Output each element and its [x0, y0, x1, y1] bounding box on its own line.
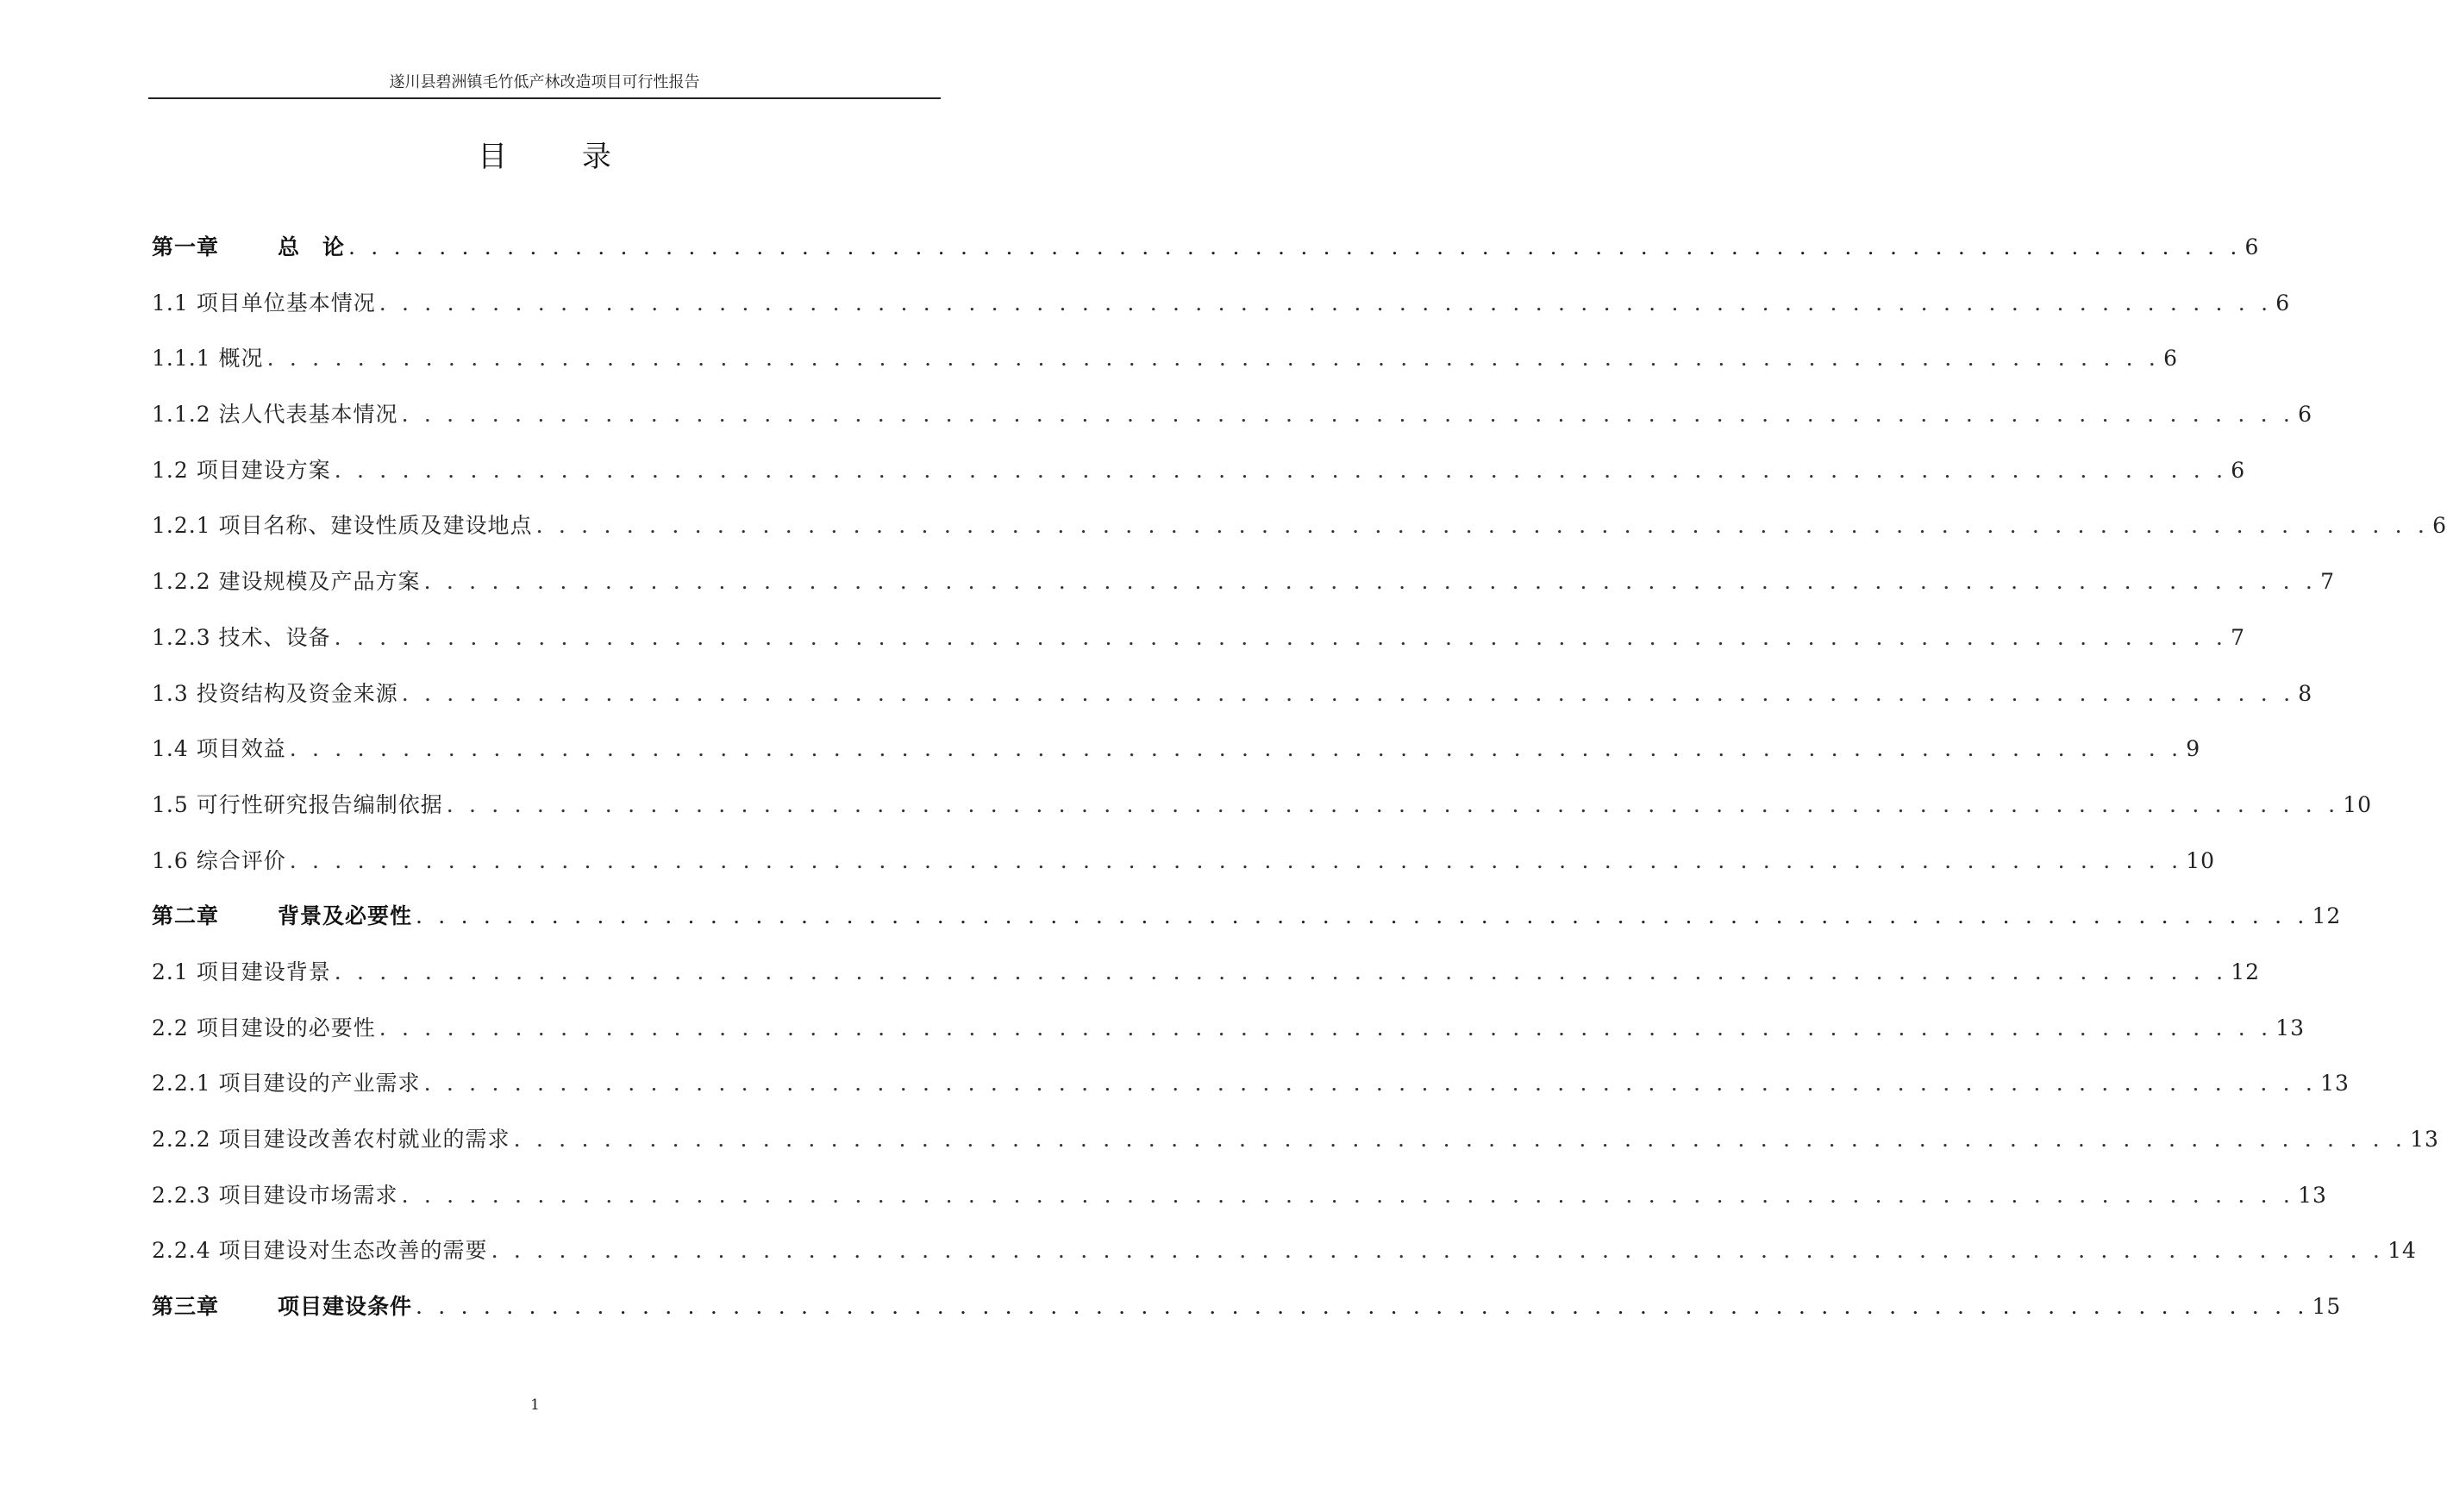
toc-entry[interactable] — [152, 344, 2178, 400]
chapter-title: 背景及必要性 — [278, 903, 413, 929]
toc-entry[interactable] — [152, 1069, 2350, 1125]
entry-title: 2.2.1 项目建设的产业需求 — [152, 1071, 421, 1097]
toc-entry[interactable] — [152, 679, 2313, 735]
page-number: 6 — [2244, 234, 2260, 259]
toc-chapter-2[interactable] — [152, 902, 2342, 958]
header-rule — [148, 97, 941, 99]
toc-entry[interactable] — [152, 1014, 2306, 1070]
page-number: 10 — [2343, 791, 2373, 817]
dot-leader: . . . . . . . . . . . . . . . . . . . . . . . . . . . . . . . . . . . . . . . . . . . . . . . . . . . . . . . . . . . . . . . . . . . . . . . . . . . . . . . . . . . . — [513, 1127, 2407, 1152]
page-number: 7 — [2320, 569, 2335, 595]
chapter-title: 总 论 — [278, 234, 346, 259]
entry-title: 2.2.3 项目建设市场需求 — [152, 1182, 398, 1208]
entry-title: 2.2.4 项目建设对生态改善的需要 — [152, 1238, 488, 1264]
page-number: 12 — [2312, 903, 2342, 929]
toc-chapter-1[interactable] — [152, 233, 2260, 289]
toc-entry[interactable] — [152, 847, 2216, 903]
entry-title: 1.1.1 概况 — [152, 346, 264, 372]
page-number: 12 — [2231, 959, 2261, 984]
toc-entry[interactable] — [152, 511, 2447, 567]
page-number: 13 — [2320, 1071, 2350, 1097]
toc-entry[interactable] — [152, 790, 2373, 847]
entry-title: 1.6 综合评价 — [152, 847, 286, 873]
dot-leader: . . . . . . . . . . . . . . . . . . . . . . . . . . . . . . . . . . . . . . . . . . . . . . . . . . . . . . . . . . . . . . . . . . . . . . . . . . . . . . . . . . . . — [401, 680, 2295, 706]
dot-leader: . . . . . . . . . . . . . . . . . . . . . . . . . . . . . . . . . . . . . . . . . . . . . . . . . . . . . . . . . . . . . . . . . . . . . . . . . . . . . . . . . . . . — [491, 1238, 2385, 1264]
dot-leader: . . . . . . . . . . . . . . . . . . . . . . . . . . . . . . . . . . . . . . . . . . . . . . . . . . . . . . . . . . . . . . . . . . . . . . . . . . . . . . . . . . . . — [446, 791, 2340, 817]
entry-title: 1.2.2 建设规模及产品方案 — [152, 569, 421, 595]
running-header: 遂川县碧洲镇毛竹低产林改造项目可行性报告 — [389, 73, 700, 91]
page-number: 6 — [2231, 457, 2246, 483]
entry-title: 2.2.2 项目建设改善农村就业的需求 — [152, 1127, 510, 1152]
dot-leader: . . . . . . . . . . . . . . . . . . . . . . . . . . . . . . . . . . . . . . . . . . . . . . . . . . . . . . . . . . . . . . . . . . . . . . . . . . . . . . . . . . . . — [401, 402, 2295, 428]
page-number: 13 — [2298, 1182, 2327, 1208]
dot-leader: . . . . . . . . . . . . . . . . . . . . . . . . . . . . . . . . . . . . . . . . . . . . . . . . . . . . . . . . . . . . . . . . . . . . . . . . . . . . . . . . . . . . — [289, 736, 2183, 762]
entry-title: 2.2 项目建设的必要性 — [152, 1015, 376, 1040]
page-number: 6 — [2163, 346, 2178, 372]
dot-leader: . . . . . . . . . . . . . . . . . . . . . . . . . . . . . . . . . . . . . . . . . . . . . . . . . . . . . . . . . . . . . . . . . . . . . . . . . . . . . . . . . . . . — [334, 457, 2228, 483]
dot-leader: . . . . . . . . . . . . . . . . . . . . . . . . . . . . . . . . . . . . . . . . . . . . . . . . . . . . . . . . . . . . . . . . . . . . . . . . . . . . . . . . . . . . — [423, 1071, 2318, 1097]
toc-entry[interactable] — [152, 623, 2245, 679]
page-number: 15 — [2312, 1294, 2342, 1320]
entry-title: 2.1 项目建设背景 — [152, 959, 331, 984]
dot-leader: . . . . . . . . . . . . . . . . . . . . . . . . . . . . . . . . . . . . . . . . . . . . . . . . . . . . . . . . . . . . . . . . . . . . . . . . . . . . . . . . . . . . — [266, 346, 2161, 372]
chapter-title: 项目建设条件 — [278, 1294, 413, 1320]
toc-title: 目 录 — [478, 140, 644, 174]
dot-leader: . . . . . . . . . . . . . . . . . . . . . . . . . . . . . . . . . . . . . . . . . . . . . . . . . . . . . . . . . . . . . . . . . . . . . . . . . . . . . . . . . . . . — [348, 234, 2242, 259]
dot-leader: . . . . . . . . . . . . . . . . . . . . . . . . . . . . . . . . . . . . . . . . . . . . . . . . . . . . . . . . . . . . . . . . . . . . . . . . . . . . . . . . . . . . — [379, 1015, 2273, 1040]
entry-title: 1.2.1 项目名称、建设性质及建设地点 — [152, 513, 533, 539]
toc-chapter-3[interactable] — [152, 1292, 2342, 1348]
page-number: 13 — [2410, 1127, 2439, 1152]
entry-title: 1.5 可行性研究报告编制依据 — [152, 791, 443, 817]
entry-title: 1.3 投资结构及资金来源 — [152, 680, 398, 706]
entry-title: 1.2 项目建设方案 — [152, 457, 331, 483]
chapter-number: 第一章 — [152, 234, 220, 259]
page-number: 8 — [2298, 680, 2313, 706]
page-number: 6 — [2275, 290, 2291, 316]
entry-title: 1.2.3 技术、设备 — [152, 624, 331, 650]
toc-entry[interactable] — [152, 289, 2291, 345]
page-number: 6 — [2298, 402, 2312, 428]
page-number: 7 — [2231, 624, 2245, 650]
page-footer-number: 1 — [530, 1396, 540, 1414]
table-of-contents — [152, 233, 2447, 1348]
toc-entry[interactable] — [152, 958, 2261, 1014]
chapter-number: 第三章 — [152, 1294, 220, 1320]
page-number: 14 — [2388, 1238, 2417, 1264]
dot-leader: . . . . . . . . . . . . . . . . . . . . . . . . . . . . . . . . . . . . . . . . . . . . . . . . . . . . . . . . . . . . . . . . . . . . . . . . . . . . . . . . . . . . — [379, 290, 2273, 316]
dot-leader: . . . . . . . . . . . . . . . . . . . . . . . . . . . . . . . . . . . . . . . . . . . . . . . . . . . . . . . . . . . . . . . . . . . . . . . . . . . . . . . . . . . . — [401, 1182, 2295, 1208]
chapter-number: 第二章 — [152, 903, 220, 929]
page-number: 10 — [2186, 847, 2216, 873]
dot-leader: . . . . . . . . . . . . . . . . . . . . . . . . . . . . . . . . . . . . . . . . . . . . . . . . . . . . . . . . . . . . . . . . . . . . . . . . . . . . . . . . . . . . — [416, 903, 2309, 929]
toc-entry[interactable] — [152, 1236, 2417, 1292]
dot-leader: . . . . . . . . . . . . . . . . . . . . . . . . . . . . . . . . . . . . . . . . . . . . . . . . . . . . . . . . . . . . . . . . . . . . . . . . . . . . . . . . . . . . — [416, 1294, 2309, 1320]
dot-leader: . . . . . . . . . . . . . . . . . . . . . . . . . . . . . . . . . . . . . . . . . . . . . . . . . . . . . . . . . . . . . . . . . . . . . . . . . . . . . . . . . . . . — [334, 959, 2228, 984]
entry-title: 1.1.2 法人代表基本情况 — [152, 402, 398, 428]
dot-leader: . . . . . . . . . . . . . . . . . . . . . . . . . . . . . . . . . . . . . . . . . . . . . . . . . . . . . . . . . . . . . . . . . . . . . . . . . . . . . . . . . . . . — [535, 513, 2430, 539]
page-number: 13 — [2275, 1015, 2306, 1040]
dot-leader: . . . . . . . . . . . . . . . . . . . . . . . . . . . . . . . . . . . . . . . . . . . . . . . . . . . . . . . . . . . . . . . . . . . . . . . . . . . . . . . . . . . . — [289, 847, 2183, 873]
toc-entry[interactable] — [152, 400, 2312, 456]
page-number: 6 — [2432, 513, 2447, 539]
toc-entry[interactable] — [152, 734, 2201, 790]
dot-leader: . . . . . . . . . . . . . . . . . . . . . . . . . . . . . . . . . . . . . . . . . . . . . . . . . . . . . . . . . . . . . . . . . . . . . . . . . . . . . . . . . . . . — [334, 624, 2228, 650]
toc-entry[interactable] — [152, 456, 2246, 512]
entry-title: 1.4 项目效益 — [152, 736, 286, 762]
entry-title: 1.1 项目单位基本情况 — [152, 290, 376, 316]
toc-entry[interactable] — [152, 567, 2335, 623]
toc-entry[interactable] — [152, 1125, 2439, 1181]
toc-entry[interactable] — [152, 1181, 2327, 1237]
page-number: 9 — [2186, 736, 2201, 762]
dot-leader: . . . . . . . . . . . . . . . . . . . . . . . . . . . . . . . . . . . . . . . . . . . . . . . . . . . . . . . . . . . . . . . . . . . . . . . . . . . . . . . . . . . . — [423, 569, 2318, 595]
